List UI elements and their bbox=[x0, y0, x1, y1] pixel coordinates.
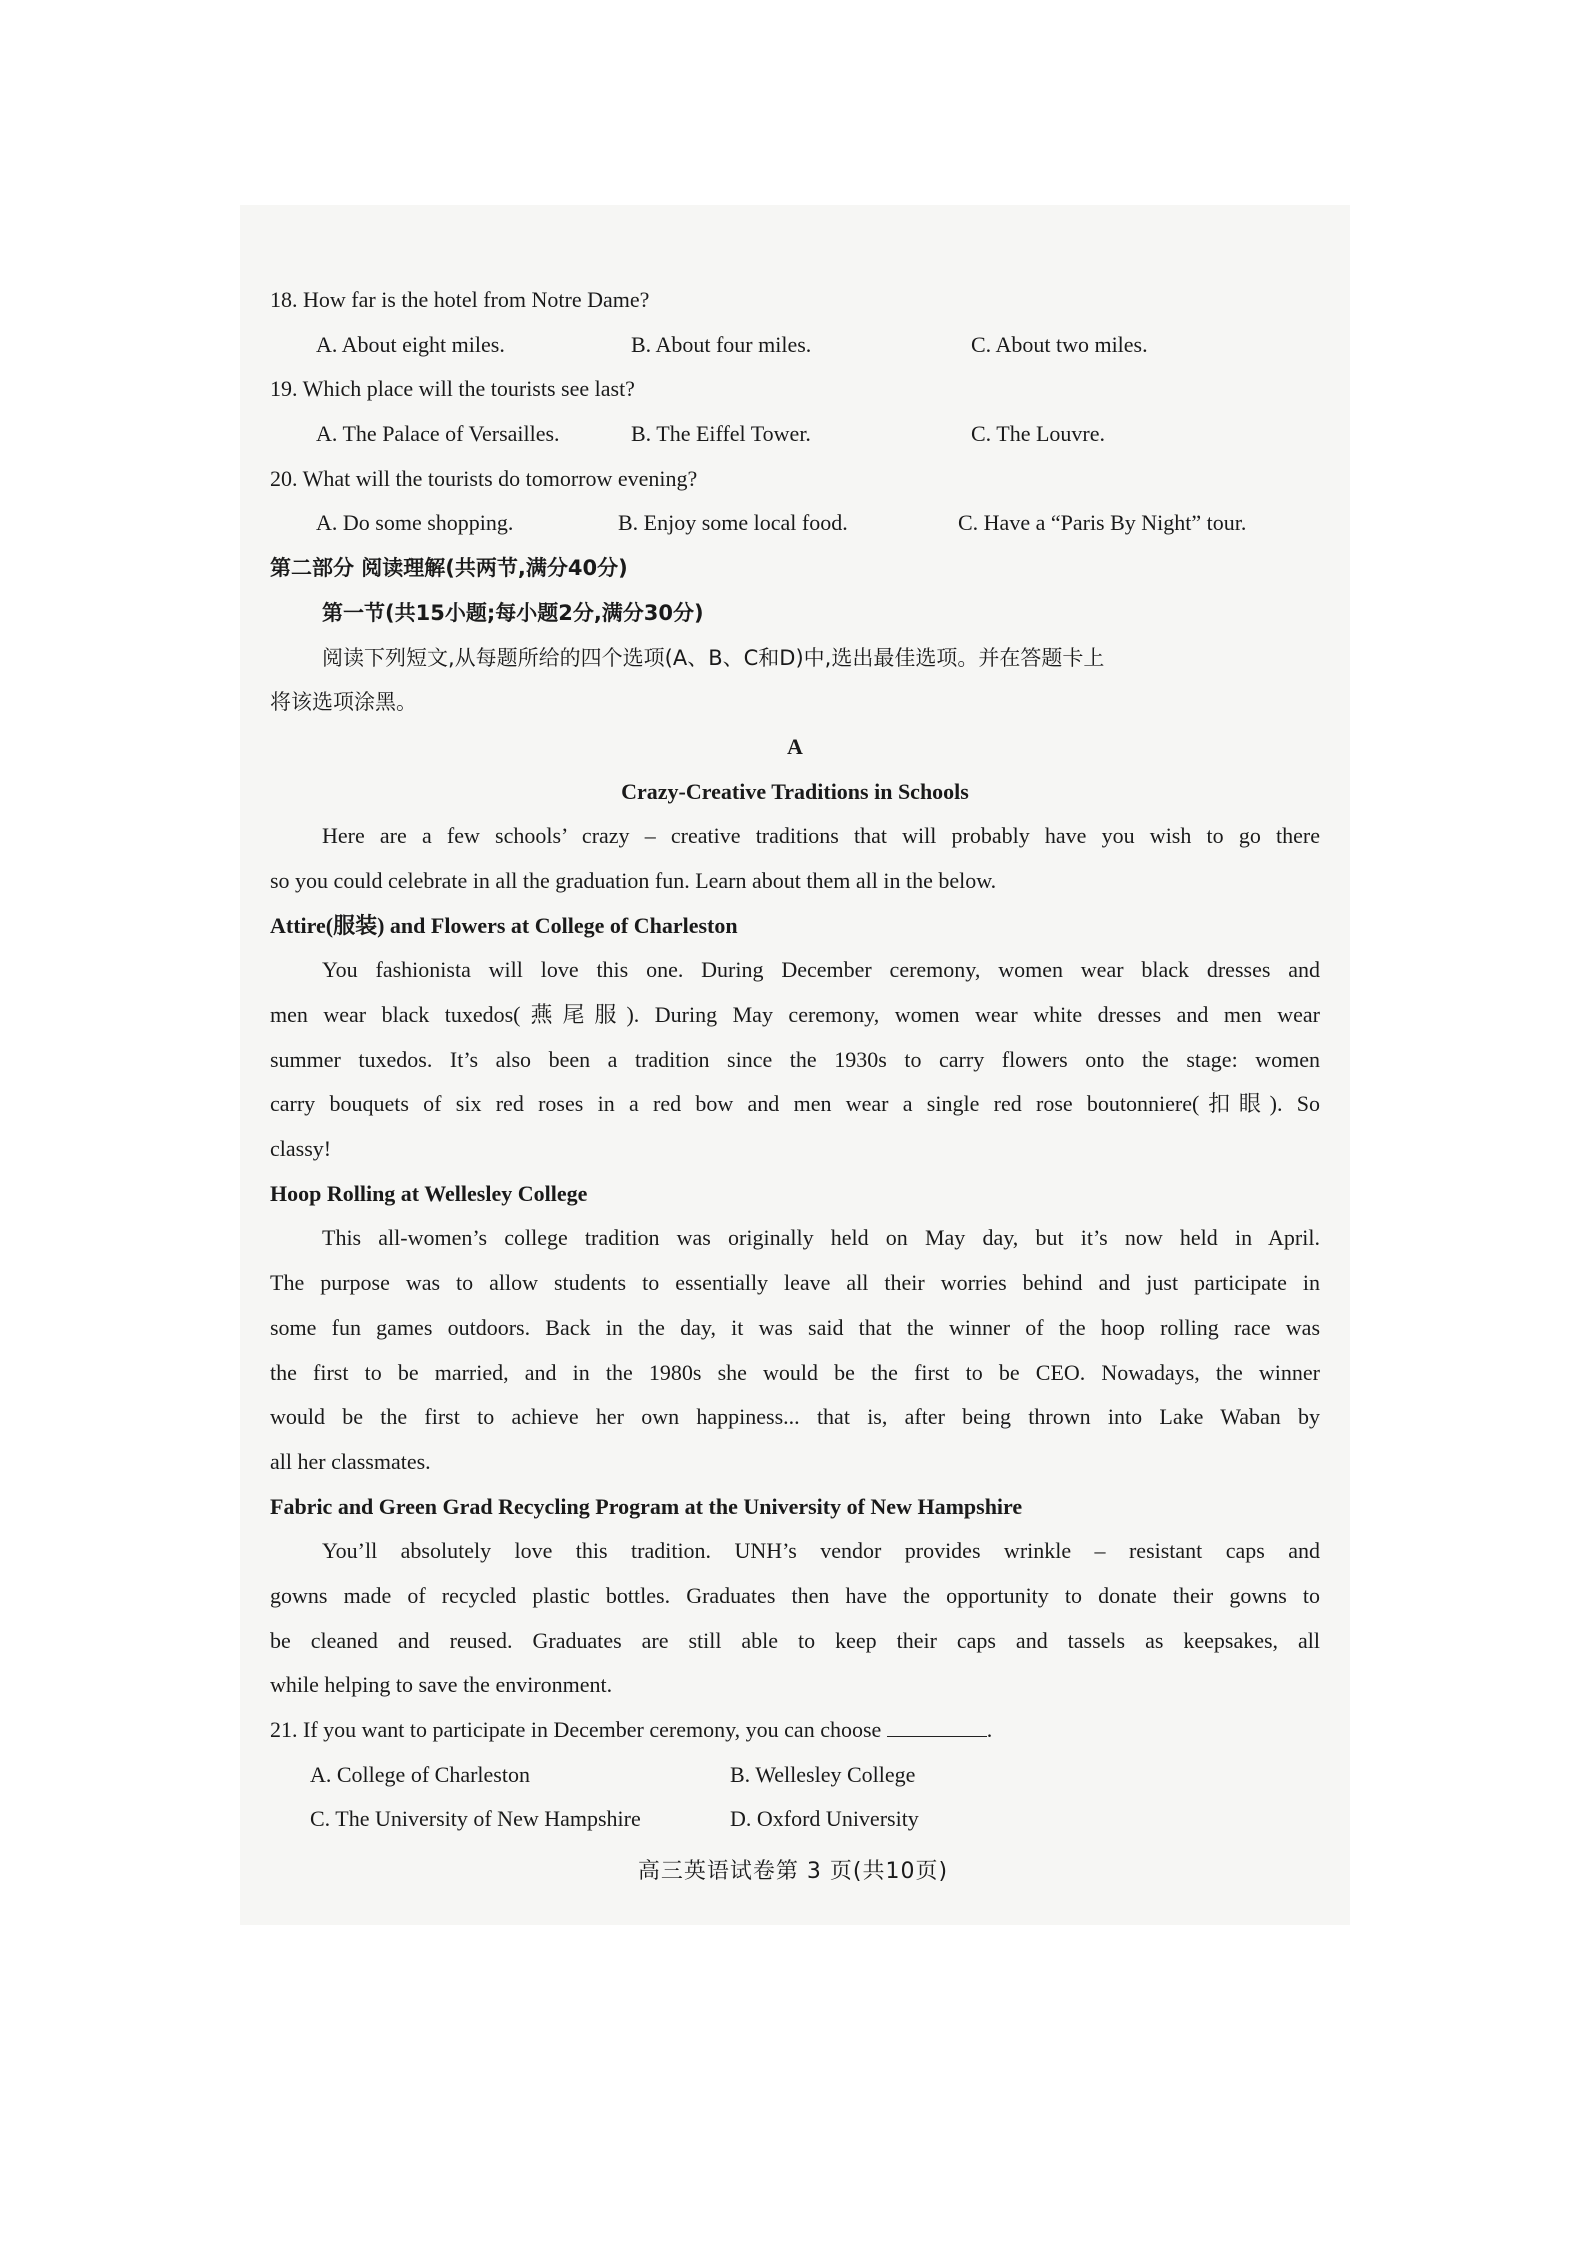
option-c: C. The University of New Hampshire bbox=[310, 1806, 641, 1832]
option-c: C. About two miles. bbox=[971, 331, 1148, 357]
body-line: You fashionista will love this one. During December ceremony, women wear black dresses and bbox=[322, 957, 1320, 983]
intro-line-1: Here are a few schools’ crazy – creative traditions that will probably have you wish to go there bbox=[322, 823, 1320, 849]
option-b: B. Wellesley College bbox=[730, 1761, 916, 1787]
section1-text: 第一节(共15小题;每小题2分,满分30分) bbox=[322, 600, 704, 625]
answer-blank bbox=[887, 1714, 987, 1737]
option-c: C. Have a “Paris By Night” tour. bbox=[958, 510, 1247, 536]
question-21-stem: 21. If you want to participate in December ceremony, you can choose bbox=[270, 1717, 882, 1742]
section1-heading bbox=[270, 591, 1320, 636]
body-line: gowns made of recycled plastic bottles. Graduates then have the opportunity to donate their gowns to bbox=[270, 1582, 1320, 1608]
question-19-options bbox=[270, 412, 1320, 457]
body-line: carry bouquets of six red roses in a red bow and men wear a single red rose boutonniere(扣眼). So bbox=[270, 1091, 1320, 1117]
body-line: This all-women’s college tradition was originally held on May day, but it’s now held in April. bbox=[322, 1225, 1320, 1251]
option-a: A. The Palace of Versailles. bbox=[316, 421, 560, 447]
body-line: classy! bbox=[270, 1136, 332, 1162]
passage-intro bbox=[270, 814, 1320, 903]
page-footer: 高三英语试卷第 3 页(共10页) bbox=[637, 1859, 949, 1884]
question-20-stem: 20. What will the tourists do tomorrow evening? bbox=[270, 465, 698, 491]
body-line: summer tuxedos. It’s also been a tradition since the 1930s to carry flowers onto the stage: women bbox=[270, 1046, 1320, 1072]
option-c: C. The Louvre. bbox=[971, 421, 1106, 447]
body-line: while helping to save the environment. bbox=[270, 1672, 613, 1698]
section-body-charleston bbox=[270, 948, 1320, 1171]
part2-title: 第二部分 阅读理解(共两节,满分40分) bbox=[270, 556, 628, 581]
question-20-options bbox=[270, 501, 1320, 546]
option-a: A. College of Charleston bbox=[310, 1761, 530, 1787]
instruction-line-2: 将该选项涂黑。 bbox=[270, 690, 417, 715]
question-21-stem-end: . bbox=[986, 1717, 993, 1742]
passage-title: Crazy-Creative Traditions in Schools bbox=[621, 778, 969, 804]
option-a: A. About eight miles. bbox=[316, 331, 505, 357]
section-heading-unh: Fabric and Green Grad Recycling Program at the University of New Hampshire bbox=[270, 1493, 1023, 1519]
section-body-wellesley bbox=[270, 1216, 1320, 1484]
section-body-unh bbox=[270, 1529, 1320, 1708]
body-line: men wear black tuxedos(燕尾服). During May ceremony, women wear white dresses and men wear bbox=[270, 1002, 1320, 1027]
question-19-stem: 19. Which place will the tourists see last? bbox=[270, 376, 635, 402]
body-line: some fun games outdoors. Back in the day, it was said that the winner of the hoop rolling race was bbox=[270, 1314, 1320, 1340]
page-content bbox=[270, 278, 1320, 1842]
body-line: all her classmates. bbox=[270, 1448, 431, 1474]
passage-letter: A bbox=[787, 733, 803, 759]
section-heading-wellesley: Hoop Rolling at Wellesley College bbox=[270, 1180, 588, 1206]
body-line: would be the first to achieve her own happiness... that is, after being thrown into Lake Waban by bbox=[270, 1404, 1320, 1430]
question-18-stem: 18. How far is the hotel from Notre Dame? bbox=[270, 287, 650, 312]
intro-line-2: so you could celebrate in all the graduation fun. Learn about them all in the below. bbox=[270, 867, 997, 893]
question-18-options bbox=[270, 323, 1320, 368]
body-line: the first to be married, and in the 1980s she would be the first to be CEO. Nowadays, the winner bbox=[270, 1359, 1320, 1385]
option-b: B. The Eiffel Tower. bbox=[631, 421, 811, 447]
option-b: B. About four miles. bbox=[631, 331, 812, 357]
body-line: be cleaned and reused. Graduates are still able to keep their caps and tassels as keepsakes, all bbox=[270, 1627, 1320, 1653]
body-line: The purpose was to allow students to essentially leave all their worries behind and just participate in bbox=[270, 1270, 1320, 1296]
body-line: You’ll absolutely love this tradition. UNH’s vendor provides wrinkle – resistant caps and bbox=[322, 1538, 1320, 1564]
question-21-options-row-1 bbox=[270, 1753, 1320, 1798]
option-a: A. Do some shopping. bbox=[316, 510, 514, 536]
option-d: D. Oxford University bbox=[730, 1806, 919, 1832]
instruction-line-1: 阅读下列短文,从每题所给的四个选项(A、B、C和D)中,选出最佳选项。并在答题卡上 bbox=[322, 645, 1105, 670]
question-21-options-row-2 bbox=[270, 1797, 1320, 1842]
question-21-stem-line bbox=[270, 1708, 1320, 1753]
section-heading-charleston: Attire(服装) and Flowers at College of Charleston bbox=[270, 912, 738, 938]
option-b: B. Enjoy some local food. bbox=[618, 510, 848, 536]
